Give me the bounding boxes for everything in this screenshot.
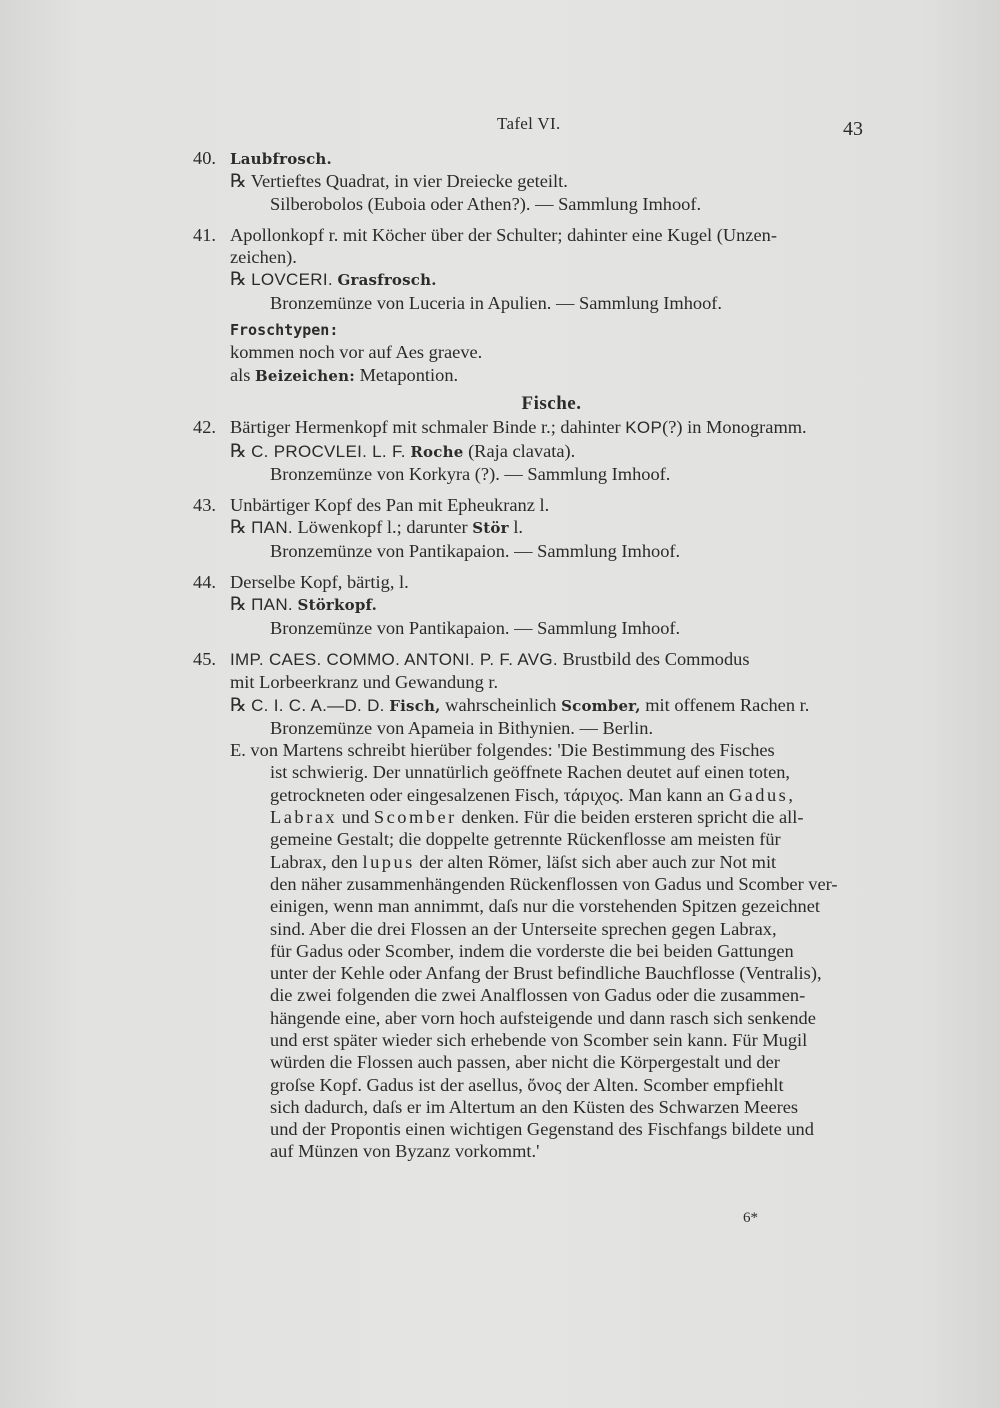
species-latin: (Raja clavata). — [468, 440, 576, 461]
catalog-entry-40 — [193, 147, 873, 215]
signature-mark: 6* — [743, 1210, 758, 1226]
reverse-mark: ℞ — [230, 171, 247, 192]
genus-name: Labrax, — [270, 851, 327, 872]
coin-legend: C. PROCVLEI. L. F. — [251, 441, 406, 461]
coin-source: Bronzemünze von Pantikapaion. — Sammlung Imhoof. — [270, 540, 681, 561]
note-heading: Froschtypen: — [230, 321, 339, 340]
commentary-text: den — [331, 851, 358, 872]
coin-legend: ΠAN. — [251, 518, 293, 538]
page-number: 43 — [843, 118, 863, 140]
reverse-description: wahrscheinlich — [445, 694, 557, 715]
obverse-description: Apollonkopf r. mit Köcher über der Schulter; dahinter eine Kugel (Unzen- — [230, 224, 777, 245]
species-name: Stör — [472, 519, 509, 538]
coin-source: Silberobolos (Euboia oder Athen?). — Sammlung Imhoof. — [270, 193, 702, 214]
coin-source: Bronzemünze von Korkyra (?). — Sammlung Imhoof. — [270, 463, 671, 484]
obverse-description-cont: mit Lorbeerkranz und Gewandung r. — [230, 672, 499, 693]
coin-legend: IMP. CAES. COMMO. ANTONI. P. F. AVG. — [230, 649, 558, 669]
commentary-line: hängende eine, aber vorn hoch aufsteigende und dann rasch sich senkende — [270, 1007, 816, 1028]
entry-title: Laubfrosch. — [230, 150, 332, 168]
coin-legend: LOVCERI. — [251, 270, 333, 290]
note-prefix: als — [230, 364, 251, 385]
reverse-mark: ℞ — [230, 517, 247, 538]
species-name: Scomber, — [561, 696, 641, 715]
genus-name: Labrax — [270, 807, 338, 828]
commentary-line: die zwei folgenden die zwei Analflossen von Gadus oder die zusammen- — [270, 985, 806, 1006]
commentary-line — [270, 784, 873, 806]
obverse-description-cont: zeichen). — [230, 247, 297, 268]
commentary-line: sich dadurch, daſs er im Altertum an den Küsten des Schwarzen Meeres — [270, 1096, 799, 1117]
reverse-mark: ℞ — [230, 440, 247, 461]
coin-source: Bronzemünze von Luceria in Apulien. — Sammlung Imhoof. — [270, 292, 723, 313]
section-heading: Fische. — [521, 392, 582, 414]
reverse-description-end: mit offenem Rachen r. — [645, 694, 810, 715]
commentary-line — [270, 806, 873, 828]
species-name: Grasfrosch. — [337, 271, 437, 290]
commentary-line: unter der Kehle oder Anfang der Brust befindliche Bauchflosse (Ventralis), — [270, 963, 822, 984]
commentary-text: der alten Römer, läſst sich aber auch zur Not mit — [419, 851, 777, 872]
coin-legend: KOP — [625, 418, 663, 438]
commentary-line: für Gadus oder Scomber, indem die vorderste die bei beiden Gattungen — [270, 940, 794, 961]
commentary-line: würden die Flossen auch passen, aber nicht die Körpergestalt und der — [270, 1052, 780, 1073]
reverse-description-end: l. — [513, 517, 524, 538]
obverse-description-end: (?) in Monogramm. — [662, 417, 807, 438]
obverse-description: Derselbe Kopf, bärtig, l. — [230, 572, 409, 593]
commentary-line: E. von Martens schreibt hierüber folgendes: 'Die Bestimmung des Fisches — [230, 740, 775, 761]
note-label: Beizeichen: — [255, 366, 355, 385]
note-line: kommen noch vor auf Aes graeve. — [230, 342, 483, 363]
reverse-mark: ℞ — [230, 594, 247, 615]
commentary-line: sind. Aber die drei Flossen an der Unterseite sprechen gegen Labrax, — [270, 918, 777, 939]
obverse-description: Brustbild des Commodus — [562, 648, 750, 669]
reverse-description: Löwenkopf l.; darunter — [297, 517, 468, 538]
entry-number: 45. — [193, 648, 216, 669]
commentary-line: groſse Kopf. Gadus ist der asellus, ὄνος der Alten. Scomber empfiehlt — [270, 1074, 784, 1095]
commentary-line: und erst später wieder sich erhebende von Scomber sein kann. Für Mugil — [270, 1029, 808, 1050]
commentary-line: auf Münzen von Byzanz vorkommt.' — [270, 1141, 540, 1162]
obverse-description: Unbärtiger Kopf des Pan mit Epheukranz l. — [230, 495, 550, 516]
genus-name: Scomber — [373, 807, 457, 828]
commentary-line — [270, 851, 873, 873]
entry-number: 44. — [193, 572, 216, 593]
commentary-text: getrockneten oder eingesalzenen Fisch, τάριχος. Man kann an — [270, 784, 725, 805]
coin-legend: C. I. C. A.—D. D. — [251, 695, 385, 715]
coin-source: Bronzemünze von Pantikapaion. — Sammlung Imhoof. — [270, 617, 681, 638]
entry-number: 40. — [193, 148, 216, 168]
commentary — [193, 739, 873, 1163]
entry-number: 41. — [193, 224, 216, 245]
catalog-entry-41 — [193, 224, 873, 314]
species-name: Roche — [410, 442, 464, 461]
note-value: Metapontion. — [359, 364, 459, 385]
catalog-entry-45 — [193, 648, 873, 739]
commentary-line: einigen, wenn man annimmt, daſs nur die vorstehenden Spitzen gezeichnet — [270, 896, 821, 917]
obverse-description: Bärtiger Hermenkopf mit schmaler Binde r.; dahinter — [230, 417, 621, 438]
commentary-line: und der Propontis einen wichtigen Gegenstand des Fischfangs bildete und — [270, 1119, 814, 1140]
frog-types-note — [193, 318, 873, 387]
species-name: Fisch, — [389, 696, 441, 715]
catalog-entry-44 — [193, 571, 873, 639]
genus-name: lupus — [362, 851, 415, 872]
reverse-mark: ℞ — [230, 269, 247, 290]
commentary-line: ist schwierig. Der unnatürlich geöffnete Rachen deutet auf einen toten, — [270, 762, 791, 783]
commentary-line: gemeine Gestalt; die doppelte getrennte Rückenflosse am meisten für — [270, 829, 781, 850]
entry-number: 43. — [193, 495, 216, 516]
coin-source: Bronzemünze von Apameia in Bithynien. — Berlin. — [270, 717, 654, 738]
commentary-text: denken. Für die beiden ersteren spricht die all- — [461, 807, 804, 828]
plate-title: Tafel VI. — [497, 114, 561, 133]
coin-legend: ΠAN. — [251, 595, 293, 615]
catalog-entry-42 — [193, 416, 873, 485]
commentary-line: den näher zusammenhängenden Rückenflossen von Gadus und Scomber ver- — [270, 873, 838, 894]
reverse-description: Vertieftes Quadrat, in vier Dreiecke geteilt. — [250, 171, 568, 192]
running-header — [0, 114, 1000, 144]
species-name: Störkopf. — [297, 596, 378, 615]
entry-number: 42. — [193, 417, 216, 438]
main-text — [193, 147, 873, 1163]
reverse-mark: ℞ — [230, 694, 247, 715]
genus-name: Gadus, — [728, 784, 796, 805]
catalog-entry-43 — [193, 494, 873, 562]
commentary-text: und — [341, 807, 370, 828]
